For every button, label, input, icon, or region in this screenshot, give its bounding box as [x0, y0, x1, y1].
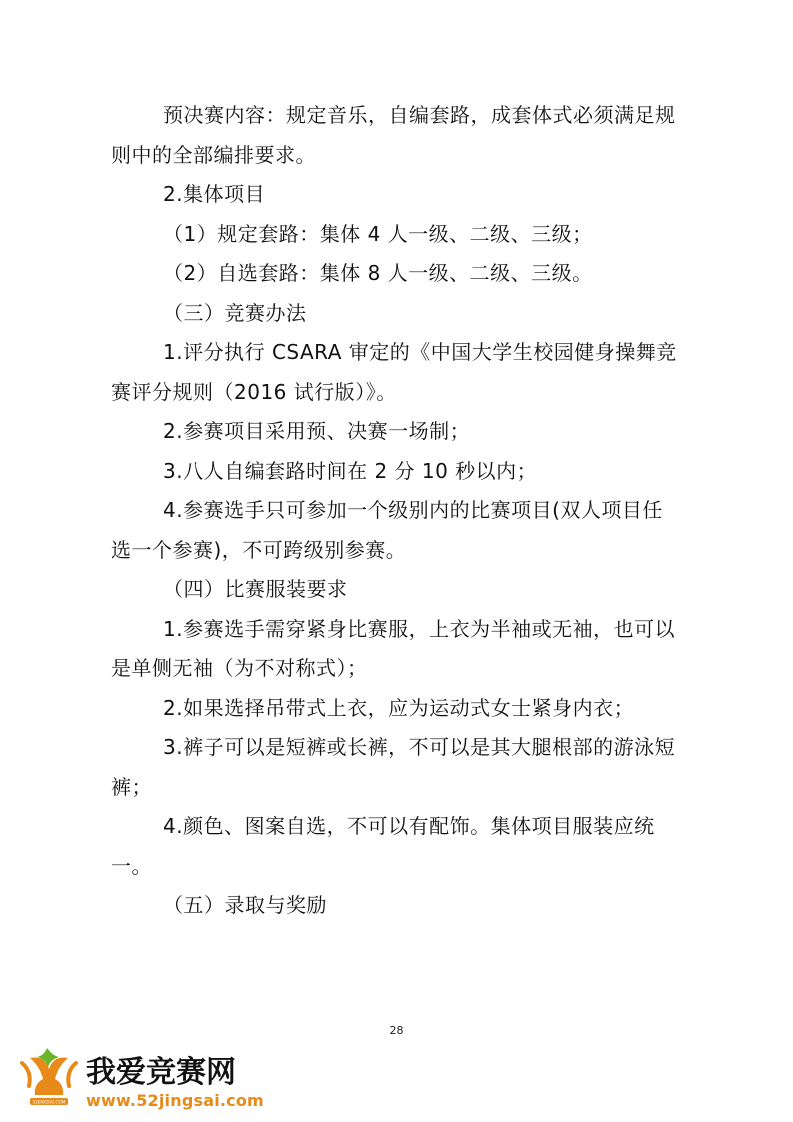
trophy-logo-icon	[14, 1044, 84, 1114]
watermark-url: www.52jingsai.com	[86, 1091, 264, 1110]
document-body	[111, 96, 681, 926]
paragraph-participation-limit: 4.参赛选手只可参加一个级别内的比赛项目(双人项目任选一个参赛)，不可跨级别参赛。	[111, 498, 663, 562]
page-number: 28	[389, 1024, 404, 1037]
paragraph-scoring-rule: 1.评分执行 CSARA 审定的《中国大学生校园健身操舞竞赛评分规则（2016 试行版）》。	[111, 340, 677, 404]
paragraph-round-format: 2.参赛项目采用预、决赛一场制；	[163, 419, 471, 443]
paragraph-costume-rule-2: 2.如果选择吊带式上衣，应为运动式女士紧身内衣；	[163, 695, 635, 720]
paragraph-competition-method-heading: （三）竞赛办法	[163, 300, 307, 325]
paragraph-free-routine: （2）自选套路：集体 8 人一级、二级、三级。	[163, 261, 593, 285]
logo-small-text: 52JINGSAI.COM	[32, 1100, 66, 1106]
paragraph-costume-rule-1: 1.参赛选手需穿紧身比赛服，上衣为半袖或无袖，也可以是单侧无袖（为不对称式）；	[111, 616, 676, 680]
paragraph-final-content: 预决赛内容：规定音乐，自编套路，成套体式必须满足规则中的全部编排要求。	[111, 103, 676, 167]
watermark-title: 我爱竞赛网	[86, 1055, 236, 1090]
paragraph-awards-heading: （五）录取与奖励	[163, 893, 327, 917]
paragraph-costume-heading: （四）比赛服装要求	[163, 577, 348, 601]
paragraph-costume-rule-3: 3.裤子可以是短裤或长裤，不可以是其大腿根部的游泳短裤；	[111, 735, 676, 799]
paragraph-group-events-heading: 2.集体项目	[163, 182, 266, 206]
watermark-logo	[14, 1044, 274, 1114]
paragraph-routine-time: 3.八人自编套路时间在 2 分 10 秒以内；	[163, 458, 538, 483]
paragraph-costume-rule-4: 4.颜色、图案自选，不可以有配饰。集体项目服装应统一。	[111, 814, 655, 878]
paragraph-prescribed-routine: （1）规定套路：集体 4 人一级、二级、三级；	[163, 221, 593, 246]
